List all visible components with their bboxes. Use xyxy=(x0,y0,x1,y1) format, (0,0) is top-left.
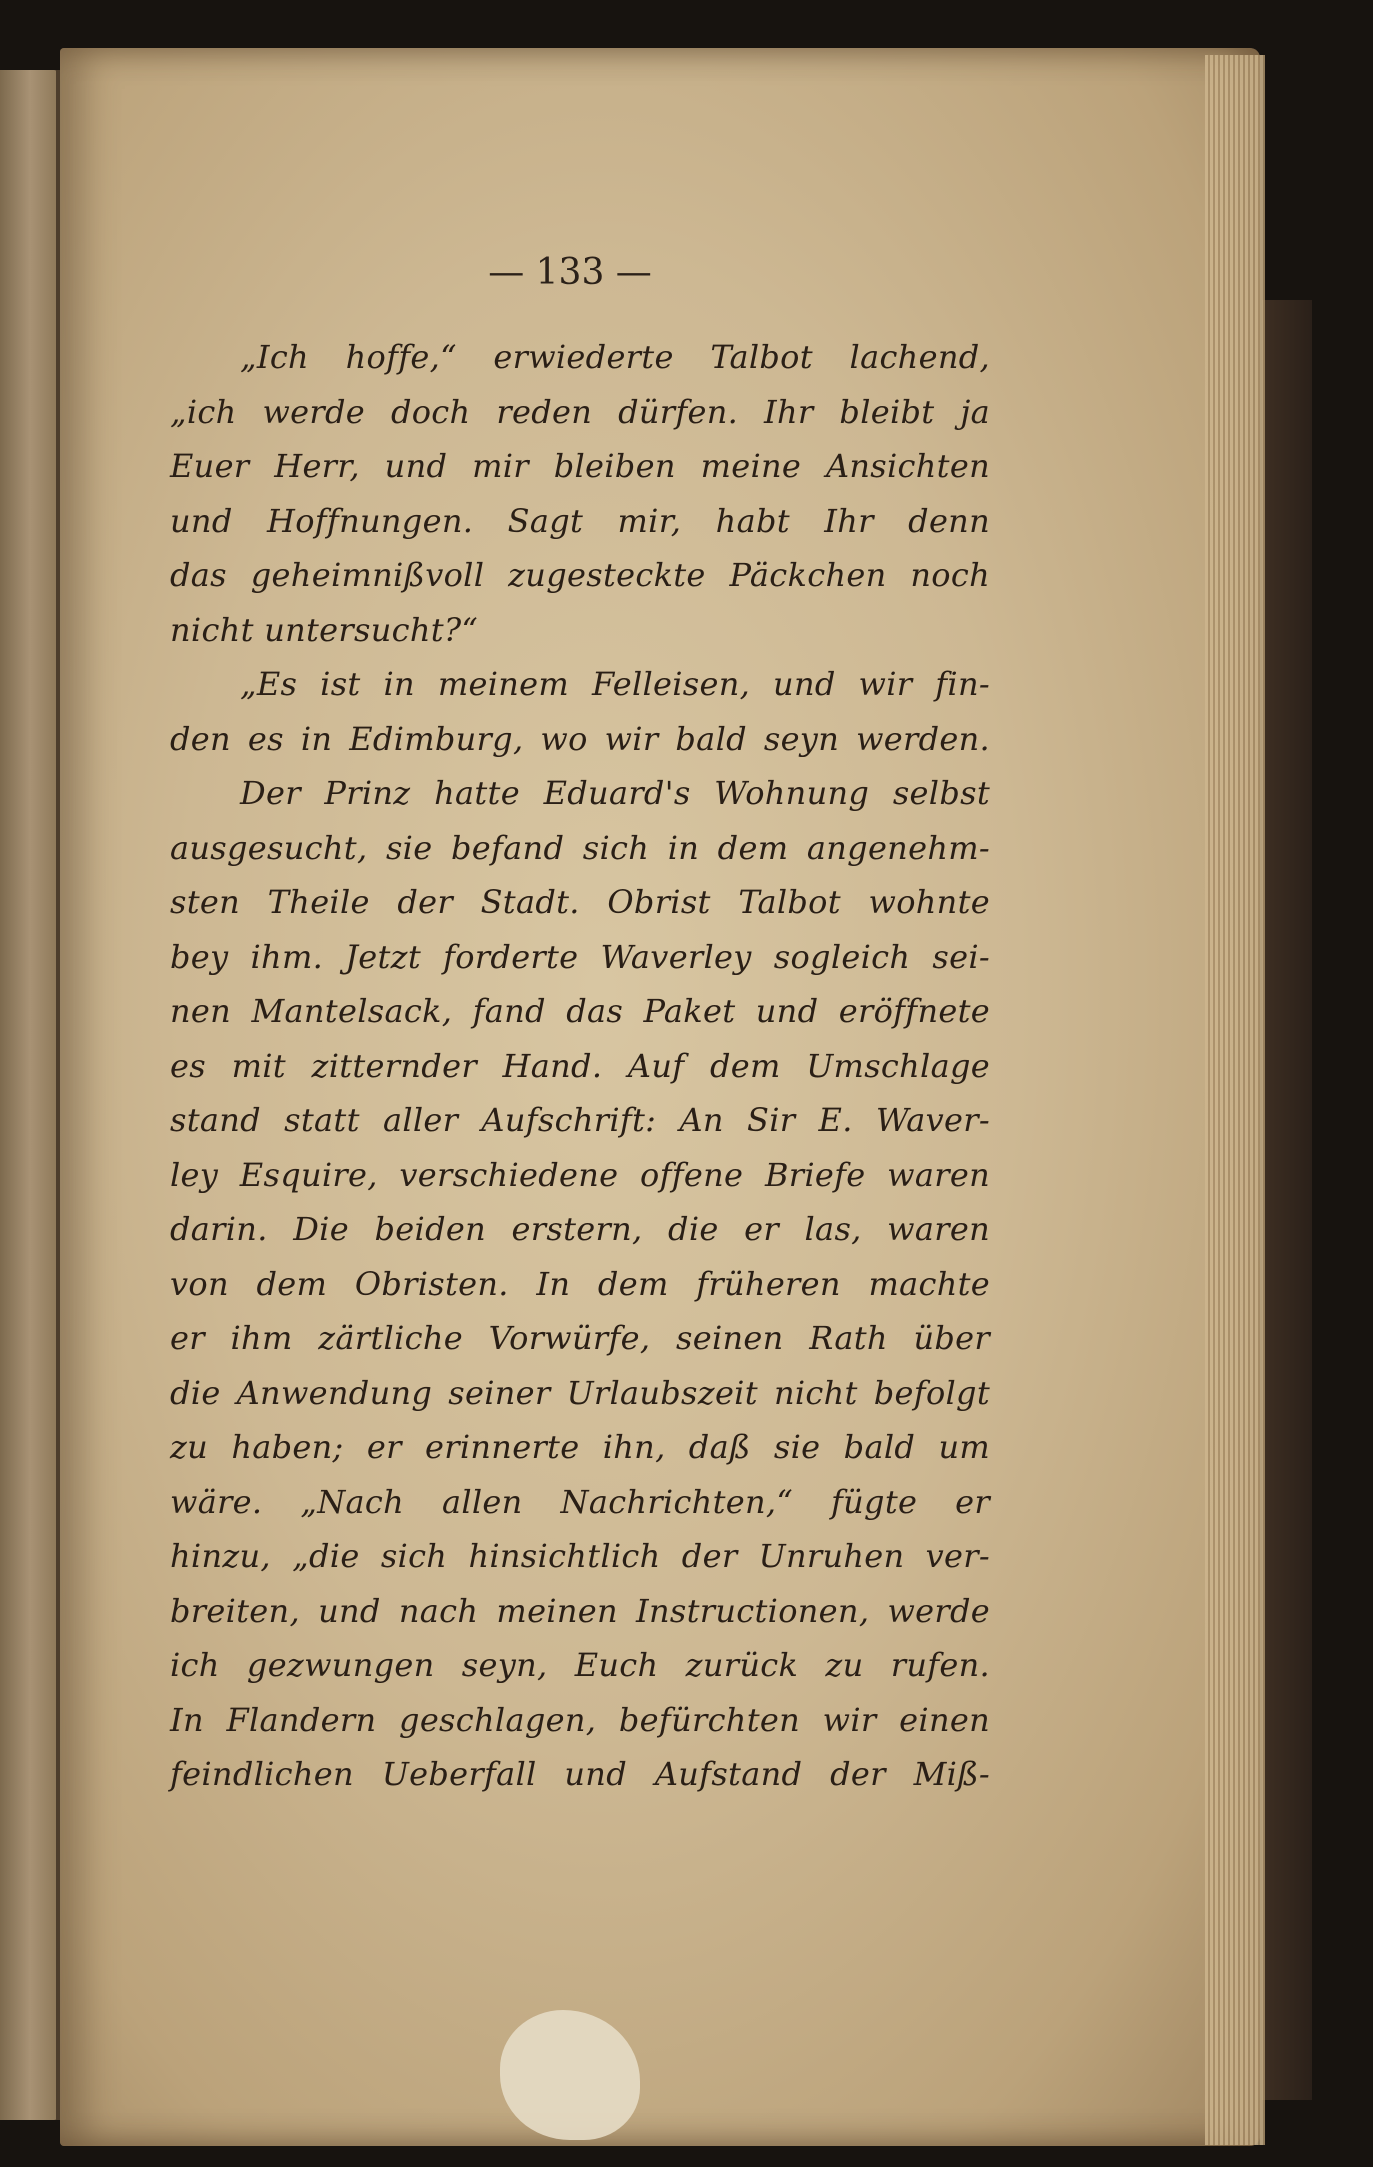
text-line: Der Prinz hatte Eduard's Wohnung selbst xyxy=(240,774,990,812)
text-line: darin. Die beiden erstern, die er las, waren xyxy=(170,1210,990,1248)
text-line: ich gezwungen seyn, Euch zurück zu rufen. xyxy=(170,1646,990,1684)
text-line: bey ihm. Jetzt forderte Waverley sogleich sei- xyxy=(170,937,990,976)
text-line: die Anwendung seiner Urlaubszeit nicht befolgt xyxy=(170,1373,990,1412)
page-stack-edge xyxy=(1205,55,1265,2145)
text-line: das geheimnißvoll zugesteckte Päckchen noch xyxy=(170,556,990,594)
text-line: er ihm zärtliche Vorwürfe, seinen Rath über xyxy=(170,1319,990,1357)
text-line: es mit zitternder Hand. Auf dem Umschlage xyxy=(170,1046,990,1085)
text-line: In Flandern geschlagen, befürchten wir einen xyxy=(170,1700,990,1739)
text-line: „ich werde doch reden dürfen. Ihr bleibt ja xyxy=(170,392,990,431)
text-line: Euer Herr, und mir bleiben meine Ansichten xyxy=(170,447,990,485)
text-line: ley Esquire, verschiedene offene Briefe waren xyxy=(170,1155,990,1194)
page-number-header: — 133 — xyxy=(488,252,652,293)
text-line: sten Theile der Stadt. Obrist Talbot wohnte xyxy=(170,883,990,921)
text-line: „Es ist in meinem Felleisen, und wir fin- xyxy=(240,665,990,703)
text-line: feindlichen Ueberfall und Aufstand der Miß- xyxy=(170,1755,990,1793)
text-line: breiten, und nach meinen Instructionen, werde xyxy=(170,1591,990,1630)
text-line: nicht untersucht?“ xyxy=(170,610,479,649)
book-cover-edge xyxy=(1262,300,1312,2100)
text-line: nen Mantelsack, fand das Paket und eröffnete xyxy=(170,992,990,1030)
text-line: wäre. „Nach allen Nachrichten,“ fügte er xyxy=(170,1482,990,1521)
text-line: hinzu, „die sich hinsichtlich der Unruhen ver- xyxy=(170,1537,990,1575)
left-page-edge xyxy=(0,70,60,2120)
text-line: stand statt aller Aufschrift: An Sir E. Waver- xyxy=(170,1101,990,1139)
text-line: „Ich hoffe,“ erwiederte Talbot lachend, xyxy=(240,338,990,376)
text-line: ausgesucht, sie befand sich in dem angenehm- xyxy=(170,828,990,867)
body-text xyxy=(170,330,990,1802)
text-line: und Hoffnungen. Sagt mir, habt Ihr denn xyxy=(170,501,990,540)
text-line: zu haben; er erinnerte ihn, daß sie bald um xyxy=(170,1428,990,1466)
text-line: von dem Obristen. In dem früheren machte xyxy=(170,1264,990,1303)
text-line: den es in Edimburg, wo wir bald seyn werden. xyxy=(170,719,990,758)
